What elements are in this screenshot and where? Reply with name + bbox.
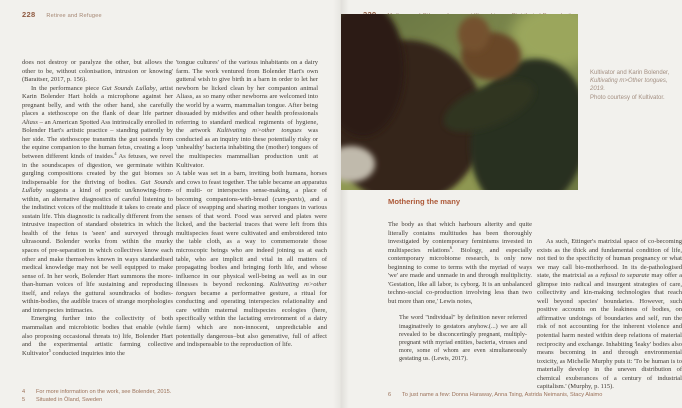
footnote-text: Situated in Öland, Sweden <box>36 397 103 404</box>
footnote-text: To just name a few: Donna Haraway, Anna Tsing, Astrida Neimanis, Stacy Alaimo <box>402 392 603 398</box>
footnote-5 <box>22 396 322 404</box>
artwork-photo <box>341 14 578 190</box>
left-page-column-2 <box>176 59 327 350</box>
caption-artists: Kultivator and Karin Bolender, <box>590 70 670 76</box>
photo-caption <box>590 69 682 102</box>
section-heading: Mothering the many <box>388 197 461 206</box>
running-title-left: Retiree and Refugee <box>46 13 102 19</box>
footnote-text: For more information on the work, see Bolender, 2015. <box>36 389 172 395</box>
footnote-number: 6 <box>388 392 392 398</box>
footnotes-right <box>388 391 678 399</box>
block-quote: The word "individual" by definition never referred imaginatively to gestators anyhow.(...) we are all revealed to be disconcertingly pregnant, multiply-pregnant with myriad entities, bacteria, viruses and more, some of whom are even simultaneously gestating us. (Lewis, 2017). <box>399 314 527 363</box>
footnote-4 <box>22 388 322 396</box>
left-page-column-1: does not destroy or paralyze the other, but allows the other to be, without colonisation, intrusion or knowing' (Baraitser, 2017, p. 156). In the performance piece Gut Sounds Lullaby, artist Karin Bolender Hart holds a microphone against her pregnant belly, and with the other hand, she carefully places a stethoscope on the flank of dear life partner Aliass – an American Spotted Ass intrinsically enrolled in Bolender Hart's artistic practice – standing patiently by her side. The stethoscope transmits the gut sounds from the equine companion to the human fetus, creating a loop between different kinds of insides.$^4$ As fetuses, we revel in the soundscapes of digestion, we germinate within gurgling compositions created by the gut biomes so indispensable for the thriving of bodies. Gut Sounds Lullaby suggests a kind of poetic un/knowing-from-within, an alternative diagnostics of careful listening to the indistinct voices of the multitude it takes to create and sustain life. This diagnostic is radically different from the intrusive inspection of standard obstetrics in which the health of the fetus is 'seen' and surveyed through ultrasound. Bolender works from within the murky spaces of pre-separation in which collectives know each other and make themselves known in ways standardised medical knowledge may not be well equipped to make sense of. In her work, Bolender Hart summons the more-than-human voices of life sustaining and reproducing itself, and relays the guttural soundtracks of bodies-within-bodies, the audible traces of strange morphologies and interspecies intimacies. Emerging further into the collectivity of both mammalian and microbiotic bodies that enable (while also proposing occasional threats to) life, Bolender Hart and the experimental artistic farming collective Kultivator$^5$ conducted inquiries into the <box>22 59 174 357</box>
right-column-1-text: The body as that which harbours alterity and quite literally contains multitudes has been thoroughly investigated by contemporary feminisms invested in multispecies relations$^6$. Biology, and especially contemporary microbiome research, is only now beginning to come to terms with the myriad of ways 'we' are made and unmade in and through multiplicity. 'Gestation, like all labor, is cyborg. It is an unbalanced techno-social co-production involving less than two but more than one,' Lewis notes, <box>388 221 532 305</box>
right-page-column-1 <box>388 221 532 364</box>
footnote-number: 5 <box>22 397 26 404</box>
caption-credit: Photo courtesy of Kultivator. <box>590 94 665 101</box>
footnote-6 <box>388 391 678 399</box>
left-page-column-2-top: 'tongue cultures' of the various inhabitants on a dairy farm. The work ventured from Bolender Hart's own gutteral wish to give birth in a barn in order to let her newborn be licked clean by her companion animal Aliass, as so many other newborns are welcomed into the world by a warm, mammalian tongue. After being dissuaded by midwifes and other health professionals referring to standard medical regiments of hygiene, the artwork Kultivating m>other tongues was conducted as an inquiry into these potentially risky or 'unhealthy' bacteria inhabiting the (mother) tongues of the multispecies mammallian production unit at Kultivator. <box>176 59 319 169</box>
page-number-left: 228 <box>22 10 36 19</box>
left-page-column-2-bottom: A table was set in a barn, inviting both humans, horses and cows to feast together. The table became an apparatus of multi- or interspecies sense-making, a place of becoming companions-with-bread (cum-panis), and a place of swapping and sharing mother tongues in various senses of that word. Food was served and plates were licked, and the bacterial traces that were left from this multispecies feast were cultivated and embroidered into the table cloth, as a way to commemorate those microscopic beings who are indeed joining us at each table, who are implicit and vital in all matters of propagating bodies and bringing forth life, and whose influence in our physical well-being as well as in our illnesses is beyond reckoning. Kultivating m>other tongues became a performative gesture, a ritual for conducting and operating interspecies relationality and care within maternal multispecies ecologies (here, specifically within the lactating environment of a dairy farm) which are non-innocent, unpredictable and potentially dangerous–but also generative, full of affect and indispensable to the reproduction of life. <box>176 170 327 349</box>
running-head-left <box>22 4 102 22</box>
footnote-number: 4 <box>22 389 26 395</box>
footnotes-left <box>22 388 322 404</box>
caption-artwork-title: Kultivating m>Other tongues, 2019. <box>590 78 668 93</box>
cow-and-person-photo-illustration <box>341 14 578 190</box>
right-page-column-2: As such, Ettinger's matrixial space of co-becoming exists as the thick and fundamental condition of life, not tied to the specificity of human pregnancy or what we may call bio-motherhood. In its de-pathologised state, the matrixial as a refusal to separate may offer a glimpse into radical and insurgent strategies of care, collectivity and kin-making technologies that reach well beyond species' boundaries. However, such positive accounts on the leakiness of bodies, on affirmative undoings of boundaries and self, run the risk of not accounting for the inherent violence and potential harm nested within deep relations of material reciprocity and exchange. Inhabiting 'leaky' bodies also means becoming in and through environmental toxicity, as Michelle Murphy puts it: 'To be human is to materially develop in the uneven distribution of chemical exuberances of a century of industrial capitalism.' (Murphy, p. 115). <box>537 238 682 391</box>
